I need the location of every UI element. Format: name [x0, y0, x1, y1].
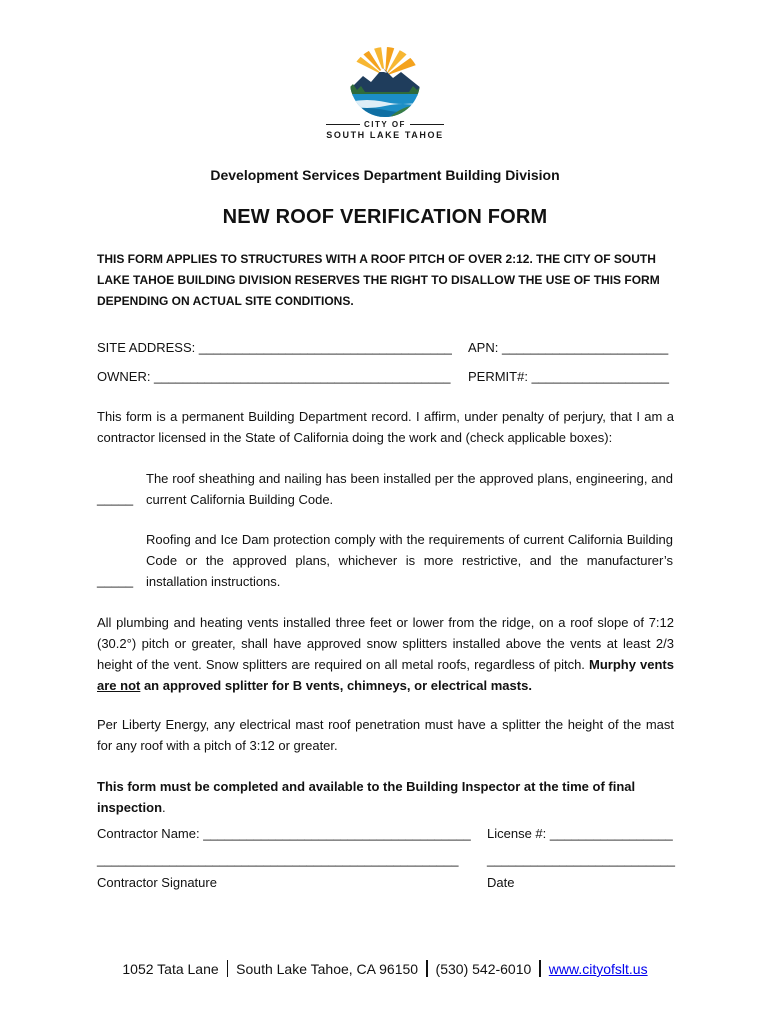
contractor-name-field[interactable]: Contractor Name: _____________________________________: [97, 826, 471, 841]
footer-address: 1052 Tata Lane: [122, 961, 219, 977]
footer-divider: [539, 960, 541, 977]
intro-notice: THIS FORM APPLIES TO STRUCTURES WITH A ROOF PITCH OF OVER 2:12. THE CITY OF SOUTH LAKE TAHOE BUILDING DIVISION RESERVES THE RIGHT TO DISALLOW THE USE OF THIS FORM DEPENDING ON ACTUAL SITE CONDITIONS.: [97, 252, 660, 308]
signature-label: Contractor Signature: [97, 875, 217, 890]
footer-phone: (530) 542-6010: [435, 961, 532, 977]
completion-notice: [97, 776, 697, 818]
affirmation-text: This form is a permanent Building Department record. I affirm, under penalty of perjury, that I am a contractor licensed in the State of California doing the work and (check applicable boxes):: [97, 409, 674, 445]
check-item-1-text: The roof sheathing and nailing has been installed per the approved plans, engineering, and current California Building Code.: [146, 471, 673, 507]
department-heading: Development Services Department Building Division: [210, 167, 560, 183]
plumbing-text: All plumbing and heating vents installed three feet or lower from the ridge, on a roof slope of 7:12 (30.2°) pitch or greater, shall have approved snow splitters installed above the vents at least 2/3 height of the vent. Snow splitters are required on all metal roofs, regardless of pitch.: [97, 615, 674, 672]
city-seal-icon: [349, 46, 421, 118]
footer-contact: [0, 960, 770, 977]
check-item-2-text: Roofing and Ice Dam protection comply with the requirements of current California Building Code or the approved plans, whichever is more restrictive, and the manufacturer’s installation instructions.: [146, 532, 673, 589]
owner-field[interactable]: OWNER: _________________________________________: [97, 369, 451, 384]
are-not-emphasis: are not: [97, 678, 141, 693]
city-logo: [322, 46, 448, 150]
license-field[interactable]: License #: _________________: [487, 826, 673, 841]
form-title: NEW ROOF VERIFICATION FORM: [222, 206, 548, 228]
check-item-1-blank[interactable]: _____: [97, 491, 134, 506]
logo-city-name: SOUTH LAKE TAHOE: [326, 130, 444, 140]
murphy-vents-bold: Murphy vents: [589, 657, 674, 672]
apn-field[interactable]: APN: _______________________: [468, 340, 669, 355]
completion-bold: This form must be completed and available to the Building Inspector at the time of final inspection: [97, 779, 636, 815]
footer-website-link[interactable]: www.cityofslt.us: [548, 961, 648, 977]
logo-city-of: CITY OF: [322, 120, 448, 129]
completion-period: .: [162, 800, 166, 815]
liberty-energy-paragraph: Per Liberty Energy, any electrical mast roof penetration must have a splitter the height of the mast for any roof with a pitch of 3:12 or greater.: [97, 717, 674, 753]
date-line[interactable]: __________________________: [487, 852, 675, 867]
signature-line[interactable]: __________________________________________________: [97, 852, 459, 867]
permit-field[interactable]: PERMIT#: ___________________: [468, 369, 669, 384]
footer-divider: [426, 960, 428, 977]
footer-city: South Lake Tahoe, CA 96150: [236, 961, 419, 977]
check-item-2-blank[interactable]: _____: [97, 573, 134, 588]
date-label: Date: [487, 875, 515, 890]
footer-divider: [227, 960, 229, 977]
plumbing-vents-paragraph: [97, 612, 674, 696]
site-address-field[interactable]: SITE ADDRESS: ___________________________________: [97, 340, 452, 355]
splitter-bold: an approved splitter for B vents, chimneys, or electrical masts.: [140, 678, 532, 693]
